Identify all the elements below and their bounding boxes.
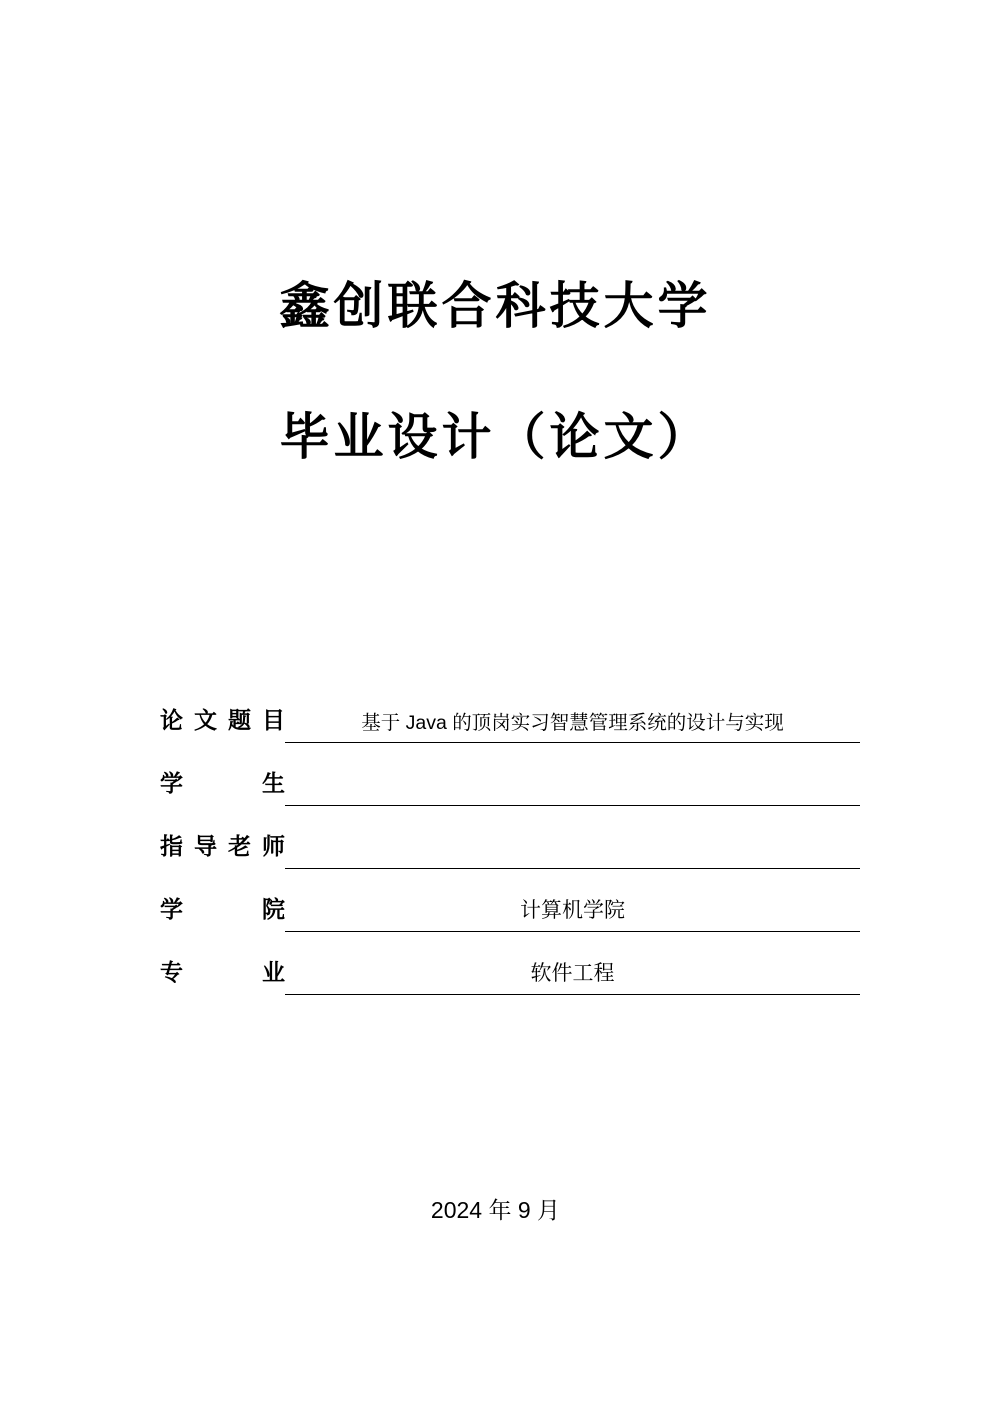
- field-value-major[interactable]: 软件工程: [285, 957, 860, 995]
- field-label-student: [160, 765, 285, 806]
- cover-date: 2024 年 9 月: [430, 1197, 561, 1223]
- field-label-title: [160, 702, 285, 743]
- label-char: 学: [160, 770, 183, 796]
- document-type: 毕业设计（论文）: [279, 408, 712, 465]
- label-char: 论: [160, 707, 183, 733]
- label-char: 题: [228, 707, 251, 733]
- label-char: 导: [194, 833, 217, 859]
- field-value-college[interactable]: 计算机学院: [285, 894, 860, 932]
- field-row-advisor: [160, 806, 860, 869]
- cover-fields: [160, 680, 860, 995]
- label-char: 指: [160, 833, 183, 859]
- label-char: 文: [194, 707, 217, 733]
- label-char: 老: [228, 833, 251, 859]
- field-row-student: [160, 743, 860, 806]
- field-label-college: [160, 891, 285, 932]
- field-value-title[interactable]: 基于 Java 的顶岗实习智慧管理系统的设计与实现: [285, 707, 860, 743]
- field-label-major: [160, 954, 285, 995]
- label-char: 生: [262, 770, 285, 796]
- field-value-student[interactable]: [285, 776, 860, 806]
- university-name: 鑫创联合科技大学: [279, 278, 712, 334]
- label-char: 院: [262, 896, 285, 922]
- field-row-title: [160, 680, 860, 743]
- label-char: 师: [262, 833, 285, 859]
- label-char: 专: [160, 959, 183, 985]
- label-char: 业: [262, 959, 285, 985]
- field-row-major: [160, 932, 860, 995]
- label-char: 目: [262, 707, 285, 733]
- title-block: [0, 275, 991, 468]
- field-label-advisor: [160, 828, 285, 869]
- field-row-college: [160, 869, 860, 932]
- field-value-advisor[interactable]: [285, 839, 860, 869]
- label-char: 学: [160, 896, 183, 922]
